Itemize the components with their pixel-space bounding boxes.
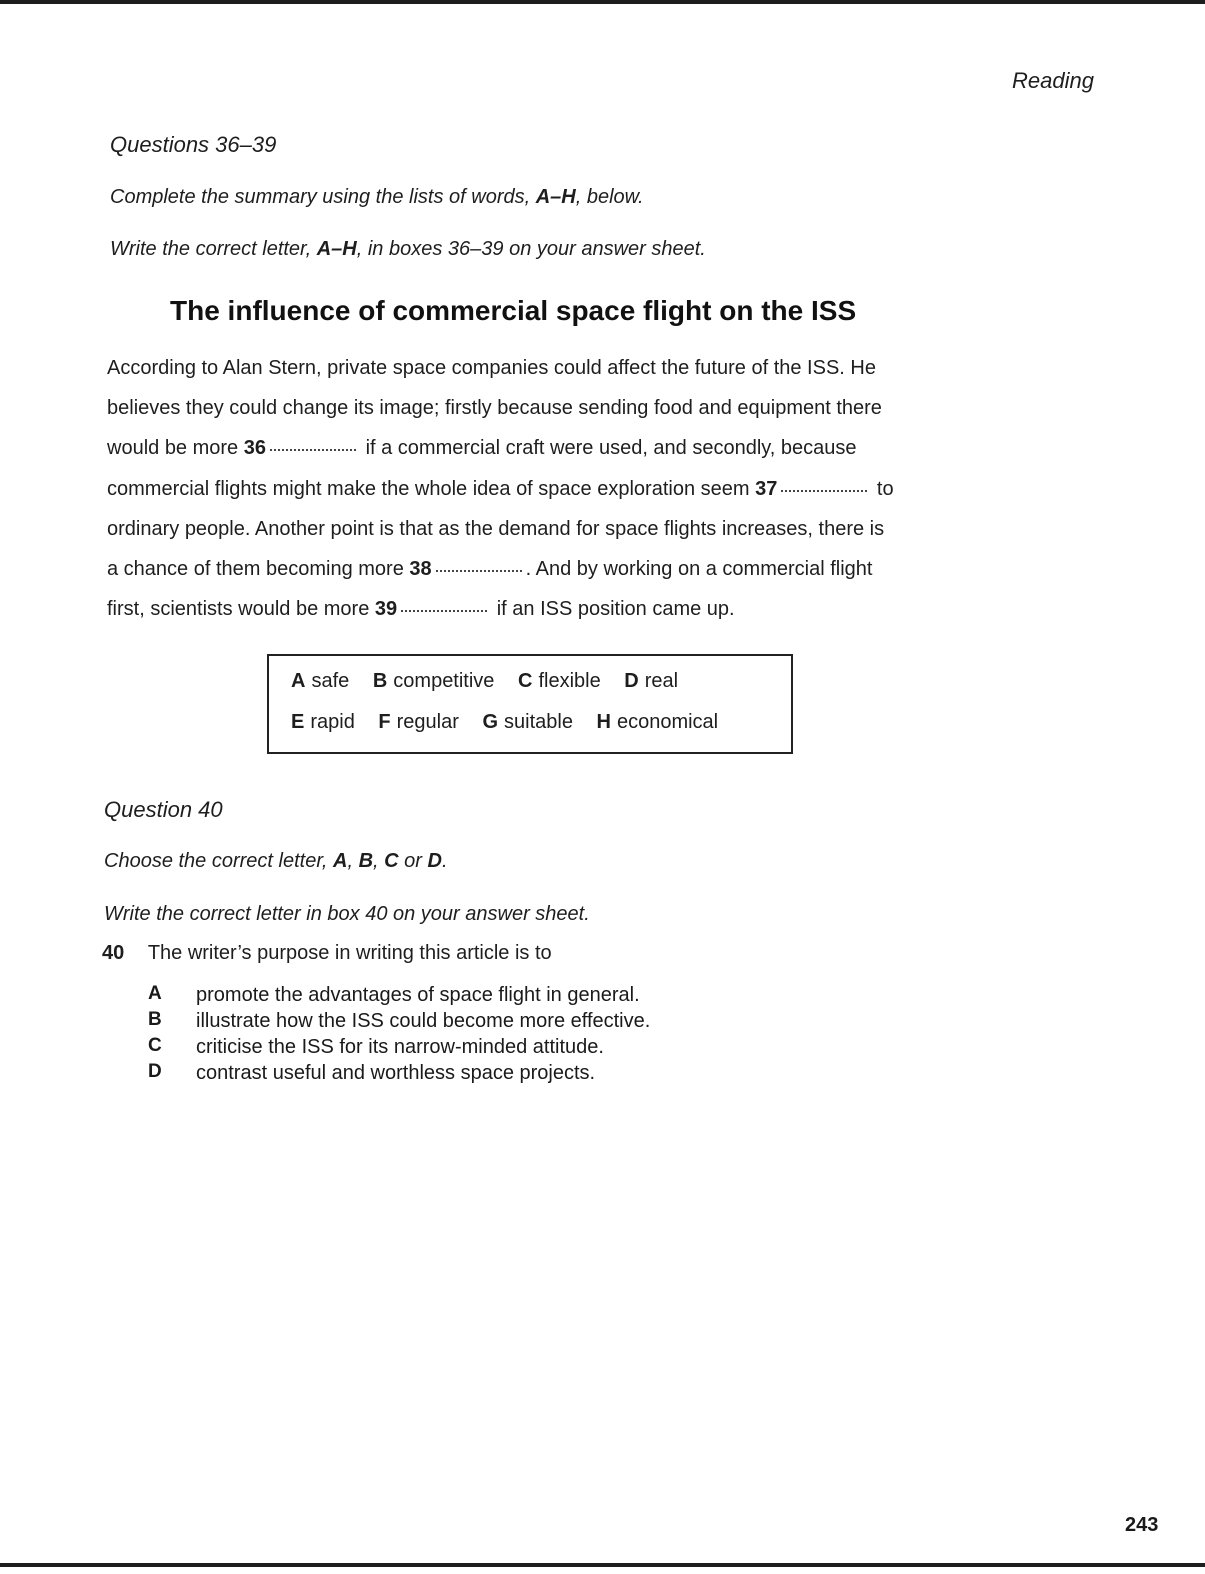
instruction-text: . xyxy=(441,850,448,872)
word-option-b xyxy=(373,670,495,693)
option-d-letter: D xyxy=(148,1061,162,1082)
word-option-a xyxy=(291,670,349,693)
gap-37-number: 37 xyxy=(755,478,778,500)
option-letter: D xyxy=(624,670,639,692)
instruction-text: Choose the correct letter, xyxy=(104,850,334,872)
option-word: flexible xyxy=(538,670,601,692)
summary-text: to xyxy=(876,478,894,500)
option-letter: F xyxy=(378,711,391,733)
instruction-complete-summary xyxy=(110,186,644,209)
instruction-write-letter xyxy=(110,238,706,261)
option-a-text: promote the advantages of space flight in general. xyxy=(196,984,640,1006)
option-letter: H xyxy=(596,711,611,733)
option-c-text: criticise the ISS for its narrow-minded attitude. xyxy=(196,1036,604,1058)
option-word: rapid xyxy=(310,711,355,733)
gap-38-number: 38 xyxy=(409,558,432,580)
summary-text: commercial flights might make the whole idea of space exploration seem xyxy=(107,478,750,500)
word-list-box xyxy=(267,654,793,754)
summary-line xyxy=(107,478,894,501)
option-d-text: contrast useful and worthless space projects. xyxy=(196,1062,596,1084)
instruction-write-box-40: Write the correct letter in box 40 on your answer sheet. xyxy=(104,903,590,925)
option-letter: B xyxy=(372,670,388,692)
option-b-letter: B xyxy=(148,1009,162,1030)
option-c-letter: C xyxy=(148,1035,162,1056)
option-letter: G xyxy=(482,711,498,733)
summary-text: if an ISS position came up. xyxy=(496,598,735,620)
option-word: real xyxy=(644,670,679,692)
gap-38-blank[interactable] xyxy=(436,570,522,572)
gap-39-blank[interactable] xyxy=(401,610,487,612)
gap-36-blank[interactable] xyxy=(270,449,356,451)
instruction-text: Complete the summary using the lists of words, xyxy=(110,186,536,208)
instruction-range: A–H xyxy=(535,186,576,208)
gap-36-number: 36 xyxy=(243,437,266,459)
summary-line: According to Alan Stern, private space companies could affect the future of the ISS. He xyxy=(107,357,876,379)
instruction-text: , xyxy=(373,850,385,872)
choice-letter: D xyxy=(427,850,442,872)
summary-line xyxy=(107,598,735,621)
summary-text: . And by working on a commercial flight xyxy=(525,558,873,580)
option-word: regular xyxy=(396,711,459,733)
summary-text: if a commercial craft were used, and secondly, because xyxy=(365,437,857,459)
instruction-text: , below. xyxy=(575,186,644,208)
word-option-g xyxy=(482,711,573,734)
instruction-text: , in boxes 36–39 on your answer sheet. xyxy=(356,238,706,260)
question-40 xyxy=(102,942,552,965)
word-option-c xyxy=(518,670,601,693)
choice-letter: A xyxy=(333,850,348,872)
summary-text: a chance of them becoming more xyxy=(107,558,404,580)
word-option-e xyxy=(291,711,355,734)
page-number: 243 xyxy=(1125,1514,1159,1536)
word-option-d xyxy=(624,670,678,693)
word-list-row-2 xyxy=(291,711,736,734)
instruction-choose-letter xyxy=(104,850,448,873)
word-option-h xyxy=(597,711,719,734)
gap-39-number: 39 xyxy=(374,598,398,620)
option-word: suitable xyxy=(504,711,573,733)
summary-title: The influence of commercial space flight on the ISS xyxy=(170,295,857,326)
option-letter: E xyxy=(291,711,305,733)
gap-37-blank[interactable] xyxy=(781,490,867,492)
summary-line: believes they could change its image; firstly because sending food and equipment there xyxy=(107,397,882,419)
questions-36-39-label: Questions 36–39 xyxy=(110,132,277,157)
option-letter: C xyxy=(518,670,533,692)
option-word: economical xyxy=(616,711,719,733)
summary-line xyxy=(107,558,872,581)
instruction-range: A–H xyxy=(316,238,357,260)
instruction-text: Write the correct letter, xyxy=(110,238,317,260)
question-number: 40 xyxy=(102,942,125,964)
top-rule xyxy=(0,0,1205,4)
summary-text: would be more xyxy=(107,437,239,459)
instruction-text: or xyxy=(398,850,428,872)
summary-line xyxy=(107,437,857,460)
option-a-letter: A xyxy=(148,983,162,1004)
summary-line: ordinary people. Another point is that as the demand for space flights increases, there is xyxy=(107,518,885,540)
question-40-label: Question 40 xyxy=(104,797,223,822)
option-word: safe xyxy=(311,670,350,692)
instruction-text: , xyxy=(347,850,359,872)
option-word: competitive xyxy=(393,670,495,692)
running-header: Reading xyxy=(1012,68,1094,93)
choice-letter: B xyxy=(358,850,374,872)
summary-text: first, scientists would be more xyxy=(107,598,370,620)
question-stem: The writer’s purpose in writing this article is to xyxy=(147,942,552,964)
word-list-row-1 xyxy=(291,670,696,693)
option-b-text: illustrate how the ISS could become more effective. xyxy=(196,1010,651,1032)
bottom-rule xyxy=(0,1563,1205,1567)
choice-letter: C xyxy=(384,850,399,872)
word-option-f xyxy=(378,711,458,734)
option-letter: A xyxy=(291,670,306,692)
